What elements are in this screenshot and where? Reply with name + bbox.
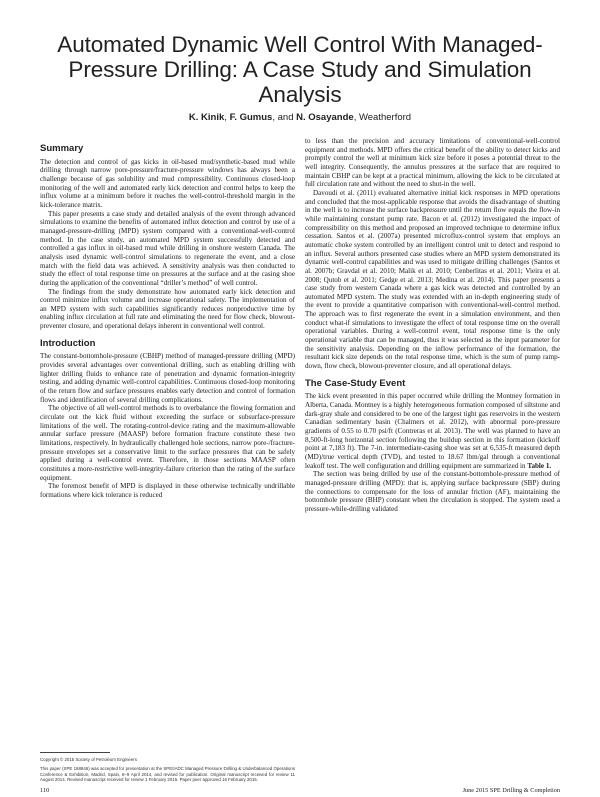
introduction-paragraph: The foremost benefit of MPD is displayed in these otherwise technically undrillable formations where kick tolerance is reduced (40, 482, 295, 499)
author-separator: , and (272, 112, 297, 123)
copyright-notice: Copyright © 2015 Society of Petroleum Engineers (40, 757, 137, 762)
right-column (305, 137, 560, 514)
journal-issue: June 2015 SPE Drilling & Completion (462, 787, 560, 794)
footnote-rule (40, 752, 110, 753)
summary-paragraph: This paper presents a case study and detailed analysis of the event through advanced simulations to examine the benefits of automated influx detection and control by use of a managed-pressure-drilling (MPD) system compared with a conventional-well-control method. In the case study, an automated MPD system successfully detected and controlled a gas influx in oil-based mud while drilling in onshore western Canada. The analysis used dynamic well-control simulations to regenerate the event, and a close match with the field data was achieved. A sensitivity analysis was then conducted to study the effect of total response time on pressures at the surface and at the casing shoe during the application of the conventional “driller’s method” of well control. (40, 209, 295, 287)
author-separator: , (224, 112, 230, 123)
body-paragraph: to less than the precision and accuracy limitations of conventional-well-control equipment and methods. MPD offers the critical benefit of the ability to detect kicks and promptly control the well at minimum kick size before it poses a potential threat to the well integrity. Consequently, the annulus pressures at the surface that are required to maintain CBHP can be kept at a practical minimum, allowing the kick to be circulated at full circulation rate and without the need to shut-in the well. (305, 137, 560, 189)
author-name: F. Gumus (229, 112, 273, 123)
author-name: N. Osayande (296, 112, 354, 123)
summary-paragraph: The detection and control of gas kicks in oil-based mud/synthetic-based mud while drilling through narrow pore-pressure/fracture-pressure windows has always been a challenge because of gas solubility and mud compressibility. Continuous closed-loop monitoring of the well and automated early kick detection and control helps to keep the influx volume at a minimum before it reaches the well-control-threshold margin in the kick-tolerance matrix. (40, 157, 295, 209)
left-column (40, 145, 295, 500)
case-study-paragraph: The section was being drilled by use of the constant-bottomhole-pressure method of managed-pressure drilling (MPD): that is, applying surface backpressure (SBP) during the connections to compensate for the loss of annular friction (AF), maintaining the bottomhole pressure (BHP) constant when the circulation is stopped. The system used a pressure-while-drilling validated (305, 470, 560, 513)
table-reference: Table 1. (527, 461, 552, 470)
body-paragraph: Davoudi et al. (2011) evaluated alternative initial kick responses in MPD operations and concluded that the most-applicable response that avoids the disadvantage of shutting in the well is to increase the surface backpressure until the return flow equals the flow-in while maintaining constant pump rate. Bacon et al. (2012) investigated the impact of compressibility on this method and proposed an improved technique to determine influx cessation. Santos et al. (2007a) presented microflux-control system that employs an automatic choke system controlled by an intelligent control unit to detect and respond to an influx. Several authors presented case studies where an MPD system demonstrated its dynamic well-control capabilities and was used to mitigate drilling challenges (Santos et al. 2007b; Gravdal et al. 2010; Malik et al. 2010; Cenberlitas et al. 2011; Vieira et al. 2008; Qutob et al. 2011; Gedge et al. 2013; Medina et al. 2014). This paper presents a case study from western Canada where a gas kick was detected and controlled by an automated MPD system. The study was extended with an in-depth engineering study of the event to provide a quantitative comparison with conventional-well-control method. The approach was to first regenerate the event in a simulation environment, and then conduct what-if simulations to investigate the effect of total response time on the overall operational variables. During a well-control event, total response time is the only operational variable that can be managed, thus it was selected as the input parameter for the sensitivity analysis. Depending on the inflow performance of the formation, the resultant kick size depends on the total response time, which is the sum of pump ramp-down, flow check, blowout-preventer closure, and all operational delays. (305, 188, 560, 371)
summary-paragraph: The findings from the study demonstrate how automated early kick detection and control minimize influx volume and increase operational safety. The implementation of an MPD system with such capabilities significantly reduces nonproductive time by enabling influx circulation at full rate and eliminating the need for flow check, blowout-preventer closure, and operational delays inherent in conventional well control. (40, 287, 295, 331)
author-line (40, 112, 560, 123)
author-affiliation: , Weatherford (353, 112, 412, 123)
article-title: Automated Dynamic Well Control With Managed-Pressure Drilling: A Case Study and Simulation Analysis (57, 32, 543, 107)
introduction-paragraph: The constant-bottomhole-pressure (CBHP) method of managed-pressure drilling (MPD) provides several advantages over conventional drilling, such as enabling drilling with lighter drilling fluids to enhance rate of penetration and dynamic formation-integrity testing, and adding dynamic well-control capabilities. Continuous closed-loop monitoring of the return flow and surface pressures enables early detection and control of formation flows and identification of several drilling complications. (40, 352, 295, 404)
page-number: 110 (40, 787, 50, 794)
introduction-paragraph: The objective of all well-control methods is to overbalance the flowing formation and circulate out the kick fluid without exceeding the surface or subsurface-pressure limitations of the well. The rotating-control-device rating and the maximum-allowable annular surface pressure (MAASP) before formation fracture constitute these two limitations, respectively. In hydraulically challenged hole sections, narrow pore-/fracture-pressure envelopes set a conservative limit to the surface pressures that can be safely applied during a well-control event. Therefore, in those sections MAASP often constitutes a more-restrictive well-integrity-failure criterion than the rating of the surface equipment. (40, 404, 295, 482)
case-study-paragraph (305, 392, 560, 470)
summary-heading: Summary (40, 143, 84, 154)
case-study-text: The kick event presented in this paper occurred while drilling the Montney formation in Alberta, Canada. Montney is a highly heterogeneous formation composed of siltstone and dark-gray shale and considered to be one of the largest tight gas reservoirs in the western Canadian sedimentary basin (Chalmers et al. 2012), with abnormal pore-pressure gradients of 0.55 to 0.70 psi/ft (Contreras et al. 2013). The well was planned to have an 8,500-ft-long horizontal section following the buildup section in this formation (kickoff point at 7,183 ft). The 7-in. intermediate-casing shoe was set at 6,535-ft measured depth (MD)/true vertical depth (TVD), and tested to 18.67 lbm/gal through a conventional leakoff test. The well configuration and drilling equipment are summarized in (305, 392, 560, 470)
case-study-heading: The Case-Study Event (305, 377, 406, 389)
introduction-heading: Introduction (40, 337, 96, 349)
author-name: K. Kinik (188, 112, 225, 123)
publication-footnote: This paper (SPE 168946) was accepted for presentation at the SPE/IADC Managed Pressure Drilling & Underbalanced Operations Conference & Exhibition, Madrid, Spain, 8–9 April 2014, and revised for publication. Original manuscript received for review 11 August 2014. Revised manuscript received for review 1 February 2015. Paper peer approved 16 February 2015. (40, 766, 295, 782)
